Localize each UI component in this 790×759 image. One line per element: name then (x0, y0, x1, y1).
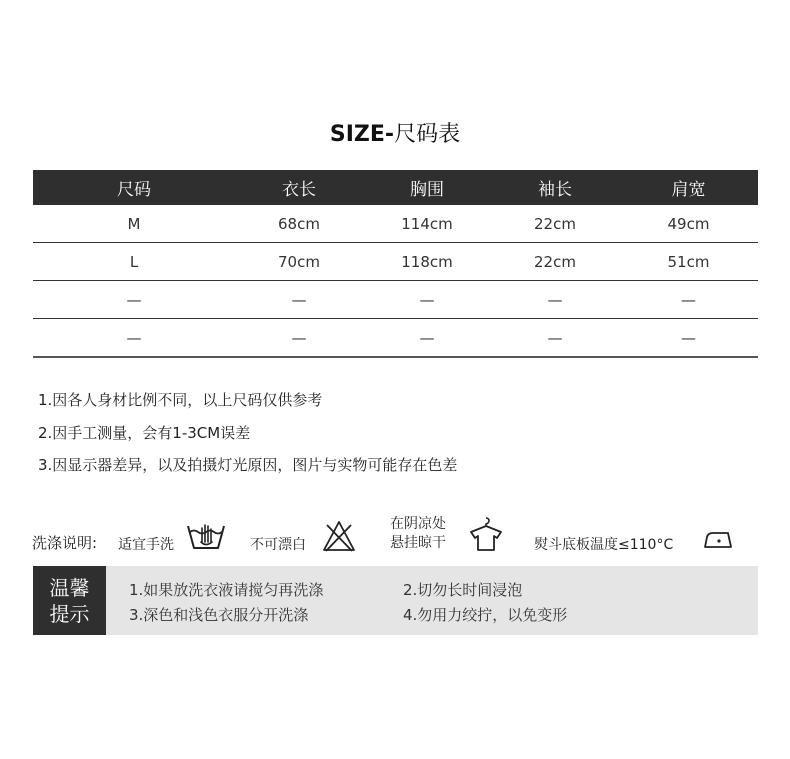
tip-item: 4.勿用力绞拧，以免变形 (403, 606, 568, 624)
table-cell: — (235, 319, 363, 358)
no-bleach-text: 不可漂白 (250, 537, 306, 553)
header-size: 尺码 (33, 170, 235, 205)
note-item: 2.因手工测量，会有1-3CM误差 (38, 423, 251, 442)
table-cell: 51cm (619, 243, 758, 281)
size-notes (38, 386, 457, 484)
hand-wash-text: 适宜手洗 (118, 537, 174, 553)
no-bleach-icon (321, 519, 357, 553)
table-row (33, 319, 758, 358)
tips-label-line2: 提示 (49, 601, 90, 626)
table-cell: — (235, 281, 363, 319)
table-cell: 22cm (491, 243, 619, 281)
table-cell: L (33, 243, 235, 281)
tips-label (33, 566, 106, 635)
header-chest: 胸围 (363, 170, 491, 205)
table-cell: 118cm (363, 243, 491, 281)
page-title (0, 117, 790, 148)
iron-icon (702, 528, 734, 550)
hang-dry-text (390, 515, 446, 553)
tips-label-line1: 温馨 (49, 575, 90, 600)
table-cell: 68cm (235, 205, 363, 243)
table-cell: — (33, 281, 235, 319)
title-en: SIZE- (329, 122, 395, 147)
tip-item: 1.如果放洗衣液请搅匀再洗涤 (129, 581, 324, 599)
size-table-header (33, 170, 758, 205)
table-row (33, 243, 758, 281)
table-row (33, 281, 758, 319)
table-cell: — (491, 281, 619, 319)
tip-item: 3.深色和浅色衣服分开洗涤 (129, 606, 309, 624)
table-row (33, 205, 758, 243)
tip-item: 2.切勿长时间浸泡 (403, 581, 523, 599)
hang-dry-icon (466, 516, 506, 552)
header-length: 衣长 (235, 170, 363, 205)
table-cell: 49cm (619, 205, 758, 243)
table-cell: — (491, 319, 619, 358)
hang-dry-line1: 在阴凉处 (390, 516, 446, 532)
care-instructions (32, 512, 762, 562)
tips-panel (33, 566, 758, 635)
table-cell: — (619, 281, 758, 319)
table-cell: 22cm (491, 205, 619, 243)
table-cell: — (619, 319, 758, 358)
hand-wash-icon (184, 516, 228, 552)
header-shoulder: 肩宽 (619, 170, 758, 205)
header-sleeve: 袖长 (491, 170, 619, 205)
table-cell: 70cm (235, 243, 363, 281)
table-cell: — (363, 281, 491, 319)
note-item: 3.因显示器差异，以及拍摄灯光原因，图片与实物可能存在色差 (38, 456, 458, 474)
size-table (33, 170, 758, 358)
table-cell: M (33, 205, 235, 243)
hang-dry-line2: 悬挂晾干 (390, 535, 446, 551)
table-cell: 114cm (363, 205, 491, 243)
care-label: 洗涤说明: (32, 534, 98, 552)
title-cn: 尺码表 (394, 122, 461, 147)
note-item: 1.因各人身材比例不同，以上尺码仅供参考 (38, 391, 323, 409)
table-cell: — (33, 319, 235, 358)
iron-text: 熨斗底板温度≤110°C (534, 537, 674, 553)
table-cell: — (363, 319, 491, 358)
